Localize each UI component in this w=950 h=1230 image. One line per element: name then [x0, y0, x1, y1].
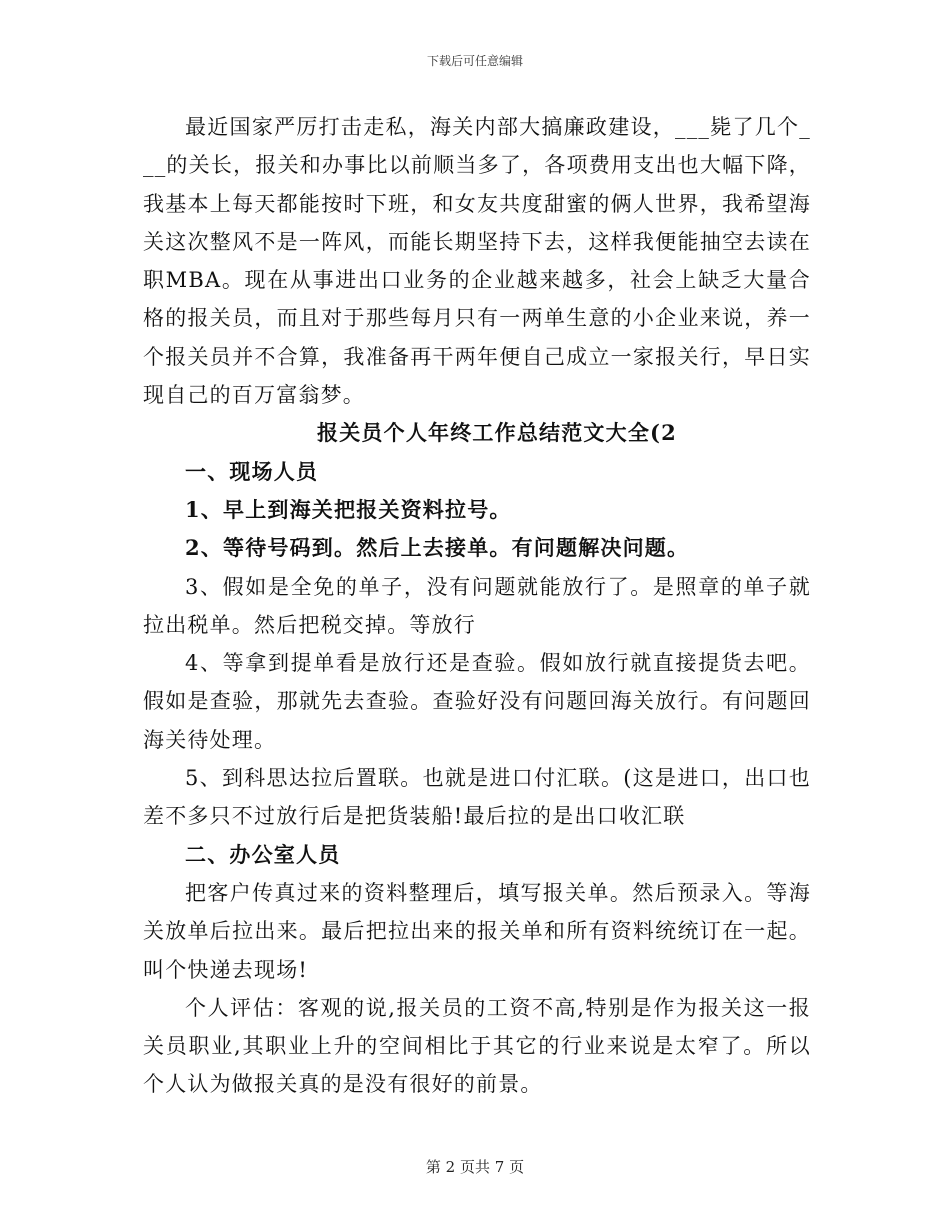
section2-heading: 二、办公室人员: [185, 841, 341, 867]
intro-paragraph: 最近国家严厉打击走私，海关内部大搞廉政建设，___毙了几个___的关长，报关和办事比以前顺当多了，各项费用支出也大幅下降，我基本上每天都能按时下班，和女友共度甜蜜的俩人世界，我希望海关这次整风不是一阵风，而能长期坚持下去，这样我便能抽空去读在职MBA。现在从事进出口业务的企业越来越多，社会上缺乏大量合格的报关员，而且对于那些每月只有一两单生意的小企业来说，养一个报关员并不合算，我准备再干两年便自己成立一家报关行，早日实现自己的百万富翁梦。: [143, 115, 811, 408]
page-header: 下载后可任意编辑: [426, 54, 523, 68]
section-title: 报关员个人年终工作总结范文大全(2: [317, 420, 677, 446]
section1-item-5: 5、到科思达拉后置联。也就是进口付汇联。(这是进口，出口也差不多只不过放行后是把货装船!最后拉的是出口收汇联: [143, 766, 811, 829]
section2-paragraph: 把客户传真过来的资料整理后，填写报关单。然后预录入。等海关放单后拉出来。最后把拉出来的报关单和所有资料统统订在一起。叫个快递去现场!: [143, 880, 811, 982]
evaluation-paragraph: 个人评估：客观的说,报关员的工资不高,特别是作为报关这一报关员职业,其职业上升的空间相比于其它的行业来说是太窄了。所以个人认为做报关真的是没有很好的前景。: [143, 995, 811, 1097]
section1-item-3: 3、假如是全免的单子，没有问题就能放行了。是照章的单子就拉出税单。然后把税交掉。等放行: [143, 574, 811, 637]
section1-item-2: 2、等待号码到。然后上去接单。有问题解决问题。: [185, 535, 690, 561]
document-body: [143, 108, 811, 1104]
page-footer: 第 2 页共 7 页: [425, 1158, 525, 1176]
section1-item-1: 1、早上到海关把报关资料拉号。: [185, 496, 512, 522]
section1-item-4: 4、等拿到提单看是放行还是查验。假如放行就直接提货去吧。假如是查验，那就先去查验。查验好没有问题回海关放行。有问题回海关待处理。: [143, 651, 811, 752]
section1-heading: 一、现场人员: [185, 458, 319, 484]
